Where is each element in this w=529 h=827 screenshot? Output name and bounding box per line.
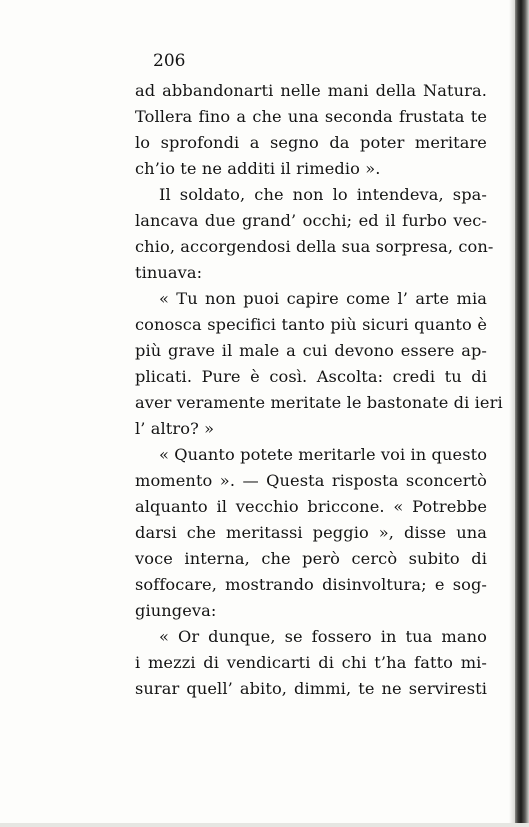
text-line: « Tu non puoi capire come l’ arte mia [159, 289, 487, 308]
text-line: chio, accorgendosi della sua sorpresa, con- [135, 237, 494, 256]
page-number: 206 [153, 51, 186, 71]
text-line: ch’io te ne additi il rimedio ». [135, 159, 381, 178]
text-lines [135, 78, 503, 702]
text-line: momento ». — Questa risposta sconcertò [135, 471, 487, 490]
text-line: surar quell’ abito, dimmi, te ne serviresti [135, 679, 487, 698]
scan-edge [515, 0, 529, 827]
text-line: l’ altro? » [135, 419, 215, 438]
text-line: darsi che meritassi peggio », disse una [135, 523, 487, 542]
text-line: conosca specifici tanto più sicuri quanto è [135, 315, 487, 334]
text-line: più grave il male a cui devono essere ap- [135, 341, 487, 360]
text-line: ad abbandonarti nelle mani della Natura. [135, 81, 487, 100]
text-line: Tollera fino a che una seconda frustata te [135, 107, 487, 126]
text-line: lancava due grand’ occhi; ed il furbo vec- [135, 211, 487, 230]
text-line: voce interna, che però cercò subito di [135, 549, 487, 568]
text-line: giungeva: [135, 601, 217, 620]
text-line: soffocare, mostrando disinvoltura; e sog- [135, 575, 487, 594]
text-line: « Quanto potete meritarle voi in questo [159, 445, 488, 464]
scan-bottom-edge [0, 823, 529, 827]
text-line: i mezzi di vendicarti di chi t’ha fatto mi- [135, 653, 487, 672]
text-line: lo sprofondi a segno da poter meritare [135, 133, 487, 152]
text-line: « Or dunque, se fossero in tua mano [159, 627, 487, 646]
text-line: alquanto il vecchio briccone. « Potrebbe [135, 497, 487, 516]
text-line: aver veramente meritate le bastonate di ieri [135, 393, 503, 412]
text-line: tinuava: [135, 263, 203, 282]
text-line: Il soldato, che non lo intendeva, spa- [159, 185, 487, 204]
text-line: plicati. Pure è così. Ascolta: credi tu di [135, 367, 487, 386]
